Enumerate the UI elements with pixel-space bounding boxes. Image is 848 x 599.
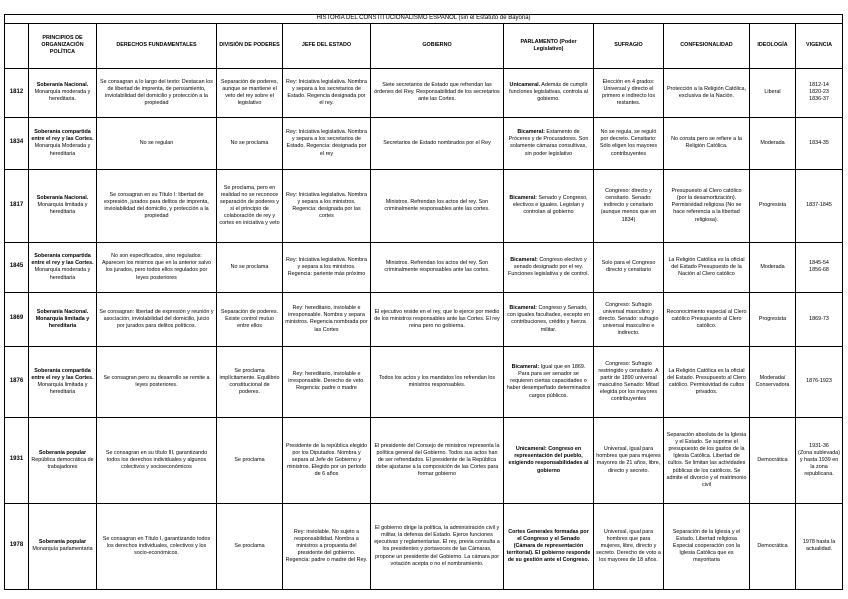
cell-confesionalidad: Reconocimiento especial al Clero católico Presupuesto al Clero católico.: [664, 292, 750, 346]
cell-division: Se proclama: [217, 417, 283, 503]
constitutions-table: [4, 14, 843, 590]
principios-bold: Soberanía Nacional.: [36, 82, 89, 89]
cell-confesionalidad: Protección a la Religión Católica, exclusiva de la Nación.: [664, 68, 750, 117]
cell-sufragio: Congreso: directo y censitario. Senado: indirecto y censitario (aunque menos que en 1834): [594, 169, 664, 242]
vigencia-line: 1978 hasta la actualidad.: [802, 539, 836, 553]
vigencia-line: 1869-73: [809, 315, 829, 322]
cell-division: No se proclama: [217, 242, 283, 292]
header-ideologia: IDEOLOGÍA: [750, 23, 796, 68]
cell-vigencia: [796, 292, 843, 346]
cell-principios: [29, 242, 97, 292]
parlamento-bold: Unicameral.: [509, 82, 541, 89]
cell-principios: [29, 417, 97, 503]
table-row: [5, 503, 843, 589]
cell-sufragio: Universal, igual para hombres que para mujeres mayores de 21 años, libre, directo y secreto.: [594, 417, 664, 503]
cell-derechos: Se consagran en su Título I: libertad de expresión, jurados para delitos de imprenta, inviolabilidad del domicilio, y protección a la propiedad: [97, 169, 217, 242]
cell-year: 1845: [5, 242, 29, 292]
cell-ideologia: Moderada/ Conservadora: [750, 346, 796, 417]
principios-text: Monarquía Moderada y hereditaria: [34, 143, 91, 157]
cell-year: 1869: [5, 292, 29, 346]
cell-parlamento: [504, 417, 594, 503]
cell-vigencia: [796, 169, 843, 242]
principios-text: Monarquía moderada y hereditaria: [34, 267, 91, 281]
cell-parlamento: [504, 169, 594, 242]
parlamento-bold: Bicameral:: [509, 305, 537, 312]
vigencia-line: 1845-54: [809, 260, 829, 267]
principios-text: Monarquía limitada y hereditaria: [37, 202, 88, 216]
table-row: [5, 169, 843, 242]
cell-principios: [29, 292, 97, 346]
parlamento-bold: Cortes Generales formadas por el Congreso y el Senado (Cámara de representación territorial). El gobierno responde de su gestión ante el Congreso.: [506, 528, 591, 564]
cell-sufragio: Congreso: Sufragio restringido y censitario. A partir de 1890 universal masculino Senado: Mitad elegida por los mayores contribuyentes: [594, 346, 664, 417]
cell-vigencia: [796, 346, 843, 417]
header-corner: [5, 23, 29, 68]
cell-jefe: Rey: Iniciativa legislativa. Nombra y separa a los ministros. Regencia: designada por las cortes: [283, 169, 371, 242]
parlamento-text: Senado y Congreso, electivos e iguales. Legislan y controlan al gobierno: [512, 195, 588, 216]
parlamento-text: Congreso y Senado, con iguales facultades, excepto en contribuciones, crédito y fuerza militar.: [507, 305, 590, 333]
principios-bold: Soberanía compartida entre el rey y las Cortes.: [31, 367, 94, 381]
cell-year: 1931: [5, 417, 29, 503]
cell-vigencia: [796, 242, 843, 292]
principios-text: Monarquía moderada y hereditaria.: [34, 89, 91, 103]
cell-sufragio: Solo para el Congreso directo y censitario: [594, 242, 664, 292]
cell-gobierno: El ejecutivo reside en el rey, que lo ejerce por medio de los ministros responsables ante las Cortes. El rey reina pero no gobierna.: [371, 292, 504, 346]
cell-year: 1812: [5, 68, 29, 117]
vigencia-line: 1836-37: [809, 96, 829, 103]
cell-confesionalidad: Separación de la Iglesia y el Estado. Libertad religiosa Especial cooperación con la Iglesia Católica que es mayoritaria: [664, 503, 750, 589]
table-title: HISTORIA DEL CONSTITUCIONALISMO ESPAÑOL (sin el Estatuto de Bayona): [5, 15, 843, 24]
cell-ideologia: Progresista: [750, 292, 796, 346]
table-body: [5, 68, 843, 589]
cell-jefe: Rey: Iniciativa legislativa. Nombra y separa a los ministros. Regencia: pariente más próximo: [283, 242, 371, 292]
cell-ideologia: Democrática: [750, 503, 796, 589]
parlamento-bold: Bicameral:: [510, 256, 538, 263]
cell-parlamento: [504, 292, 594, 346]
vigencia-line: 1820-23: [809, 89, 829, 96]
header-confesionalidad: CONFESIONALIDAD: [664, 23, 750, 68]
cell-jefe: Rey: hereditario, inviolable e irresponsable. Derecho de veto. Regencia: padre o madre: [283, 346, 371, 417]
cell-jefe: Rey: Iniciativa legislativa. Nombra y separa a los secretarios de Estado. Regencia designada por el rey.: [283, 68, 371, 117]
parlamento-bold: Unicameral: Congreso en representación del pueblo, exigiendo responsabilidades al gobierno: [508, 446, 589, 474]
cell-gobierno: El presidente del Consejo de ministros representa la política general del Gobierno. Todos sus actos han de ser refrendados. El presidente de la República debe ajustarse a la composición de las Cortes para formar gobierno: [371, 417, 504, 503]
header-vigencia: VIGENCIA: [796, 23, 843, 68]
vigencia-line: 1837-1845: [806, 202, 832, 209]
cell-year: 1834: [5, 117, 29, 169]
cell-derechos: Se consagran a lo largo del texto: Destacan los de libertad de imprenta, de pensamiento, inviolabilidad del domicilio y protección a la propiedad: [97, 68, 217, 117]
principios-bold: Soberanía popular: [38, 449, 87, 456]
cell-parlamento: [504, 242, 594, 292]
header-sufragio: SUFRAGIO: [594, 23, 664, 68]
cell-derechos: Se consagran: libertad de expresión y reunión y asociación, inviolabilidad del domicilio, juicio por jurados para delitos políticos.: [97, 292, 217, 346]
vigencia-line: 1876-1923: [806, 378, 832, 385]
table-row: [5, 117, 843, 169]
cell-derechos: Se consagran pero su desarrollo se remite a leyes posteriores.: [97, 346, 217, 417]
cell-sufragio: Universal, igual para hombres que para mujeres, libre, directo y secreto. Derecho de voto a los mayores de 18 años.: [594, 503, 664, 589]
cell-principios: [29, 503, 97, 589]
principios-bold: Soberanía compartida entre el rey y las Cortes.: [31, 253, 94, 267]
cell-derechos: Se consagran en su título III, garantizando todos los derechos individuales y algunos colectivos y socioeconómicos: [97, 417, 217, 503]
cell-parlamento: [504, 68, 594, 117]
principios-text: República democrática de trabajadores: [31, 456, 94, 470]
cell-jefe: Rey: Iniciativa legislativa. Nombra y separa a los secretarios de Estado. Regencia: designada por el rey: [283, 117, 371, 169]
vigencia-line: (Zona sublevada) y hasta 1939 en la zona republicana.: [798, 449, 840, 478]
cell-derechos: No se regulan: [97, 117, 217, 169]
cell-confesionalidad: Presupuesto al Clero católico (por la desamortización). Permisividad religiosa (No se hace referencia a la libertad religiosa).: [664, 169, 750, 242]
cell-gobierno: Todos los actos y los mandatos los refrendan los ministros responsables.: [371, 346, 504, 417]
cell-gobierno: Siete secretarios de Estado que refrendan las órdenes del Rey. Responsabilidad de los secretarios ante las Cortes.: [371, 68, 504, 117]
cell-sufragio: Congreso: Sufragio universal masculino y directo. Senado: sufragio universal masculino e indirecto.: [594, 292, 664, 346]
principios-text: Monarquía limitada y hereditaria: [37, 381, 88, 396]
principios-bold: Soberanía Nacional. Monarquía limitada y hereditaria: [35, 308, 90, 329]
cell-parlamento: [504, 503, 594, 589]
table-row: [5, 68, 843, 117]
cell-year: 1876: [5, 346, 29, 417]
cell-principios: [29, 346, 97, 417]
cell-confesionalidad: La Religión Católica es la oficial del Estado. Presupuesto al Clero católico. Permisividad de cultos privados.: [664, 346, 750, 417]
cell-confesionalidad: La Religión Católica es la oficial del Estado Presupuesto de la Nación al Clero católico: [664, 242, 750, 292]
cell-vigencia: [796, 503, 843, 589]
cell-vigencia: [796, 68, 843, 117]
table-row: [5, 292, 843, 346]
cell-jefe: Rey: hereditario, inviolable e irresponsable. Nombra y separa ministros. Regencia nombrada por las Cortes: [283, 292, 371, 346]
cell-division: Se proclama, pero en realidad no se reconoce separación de poderes y si el principio de colaboración de rey y cortes en iniciativa y veto: [217, 169, 283, 242]
cell-sufragio: No se regula, se reguló por decreto. Censitario: Sólo eligen los mayores contribuyentes: [594, 117, 664, 169]
cell-parlamento: [504, 117, 594, 169]
cell-ideologia: Liberal: [750, 68, 796, 117]
cell-division: Separación de poderes, aunque se mantiene el veto del rey sobre el legislativo: [217, 68, 283, 117]
header-parlamento: PARLAMENTO (Poder Legislativo): [504, 23, 594, 68]
vigencia-line: 1812-14: [809, 82, 829, 89]
parlamento-text: Congreso electivo y senado designado por el rey. Funciones legislativa y de control.: [508, 256, 589, 277]
cell-division: Separación de poderes. Existe control mutuo entre ellos: [217, 292, 283, 346]
header-gobierno: GOBIERNO: [371, 23, 504, 68]
cell-derechos: No son especificados, sino regulados: Aparecen los mismos que en la anterior salvo los jurados, pero todos ellos regulados por leyes posteriores: [97, 242, 217, 292]
cell-gobierno: El gobierno dirige la política, la administración civil y militar, la defensa del Estado. Ejerce funciones ejecutivas y reglamentarias. El rey, previa consulta a los presidentes y portavoces de las Cámaras, propone un presidente del Gobierno. La cámara por votación acepta o no el nombramiento.: [371, 503, 504, 589]
cell-principios: [29, 68, 97, 117]
cell-sufragio: Elección en 4 grados: Universal y directo el primero e indirecto los restantes.: [594, 68, 664, 117]
cell-division: No se proclama: [217, 117, 283, 169]
cell-division: Se proclama: [217, 503, 283, 589]
header-division: DIVISIÓN DE PODERES: [217, 23, 283, 68]
header-principios: PRINCIPIOS DE ORGANIZACIÓN POLÍTICA: [29, 23, 97, 68]
parlamento-text: Además de cumplir funciones legislativas, controla al gobierno.: [509, 82, 588, 103]
principios-text: Monarquía parlamentaria: [32, 546, 93, 553]
cell-ideologia: Progresista: [750, 169, 796, 242]
cell-vigencia: [796, 417, 843, 503]
cell-year: 1817: [5, 169, 29, 242]
parlamento-bold: Bicameral:: [517, 129, 545, 136]
table-row: [5, 346, 843, 417]
cell-confesionalidad: No consta pero se refiere a la Religión Católica.: [664, 117, 750, 169]
vigencia-line: 1931-36: [809, 442, 829, 449]
cell-gobierno: Ministros. Refrendan los actos del rey. Son criminalmente responsables ante las cortes.: [371, 169, 504, 242]
vigencia-line: 1834-35: [809, 139, 829, 146]
cell-vigencia: [796, 117, 843, 169]
cell-jefe: Presidente de la república elegido por los Diputados. Nombra y separa al Jefe de Gobierno y ministros. Elegido por un período de 6 años: [283, 417, 371, 503]
cell-division: Se proclama implícitamente. Equilibrio constitucional de poderes.: [217, 346, 283, 417]
principios-bold: Soberanía compartida entre el rey y las Cortes.: [31, 129, 94, 143]
cell-year: 1978: [5, 503, 29, 589]
cell-derechos: Se consagran en Título I, garantizando todos los derechos individuales, colectivos y los socio-económicos.: [97, 503, 217, 589]
table-row: [5, 242, 843, 292]
table-row: [5, 417, 843, 503]
cell-confesionalidad: Separación absoluta de la Iglesia y el Estado. Se suprime el presupuesto de los gastos de la Iglesia Católica. Libertad de cultos. Se limitan las actividades públicas de los católicos. Se admite el divorcio y el matrimonio civil: [664, 417, 750, 503]
cell-principios: [29, 117, 97, 169]
header-jefe: JEFE DEL ESTADO: [283, 23, 371, 68]
cell-ideologia: Democrática: [750, 417, 796, 503]
parlamento-bold: Bicameral:: [509, 195, 537, 202]
cell-parlamento: [504, 346, 594, 417]
parlamento-text: Estamento de Próceres y de Procuradores. Son solamente cámaras consultivas, sin poder legislativo: [508, 129, 589, 157]
parlamento-text: Igual que en 1869. Para para ser senador se requieren ciertas capacidades o haber desempeñado determinados cargos públicos.: [506, 364, 591, 399]
vigencia-line: 1856-68: [809, 267, 829, 274]
cell-ideologia: Moderada: [750, 242, 796, 292]
cell-principios: [29, 169, 97, 242]
parlamento-bold: Bicameral:: [511, 364, 540, 371]
cell-gobierno: Ministros. Refrendan los actos del rey. Son criminalmente responsables ante las cortes.: [371, 242, 504, 292]
header-derechos: DERECHOS FUNDAMENTALES: [97, 23, 217, 68]
principios-bold: Soberanía Nacional.: [36, 195, 89, 202]
cell-gobierno: Secretarios de Estado nombrados por el Rey: [371, 117, 504, 169]
cell-ideologia: Moderada: [750, 117, 796, 169]
principios-bold: Soberanía popular: [38, 539, 87, 546]
cell-jefe: Rey: inviolable. No sujeto a responsabilidad. Nombra a ministros a propuesta del presidente del gobierno. Regencia: padre o madre del Rey.: [283, 503, 371, 589]
